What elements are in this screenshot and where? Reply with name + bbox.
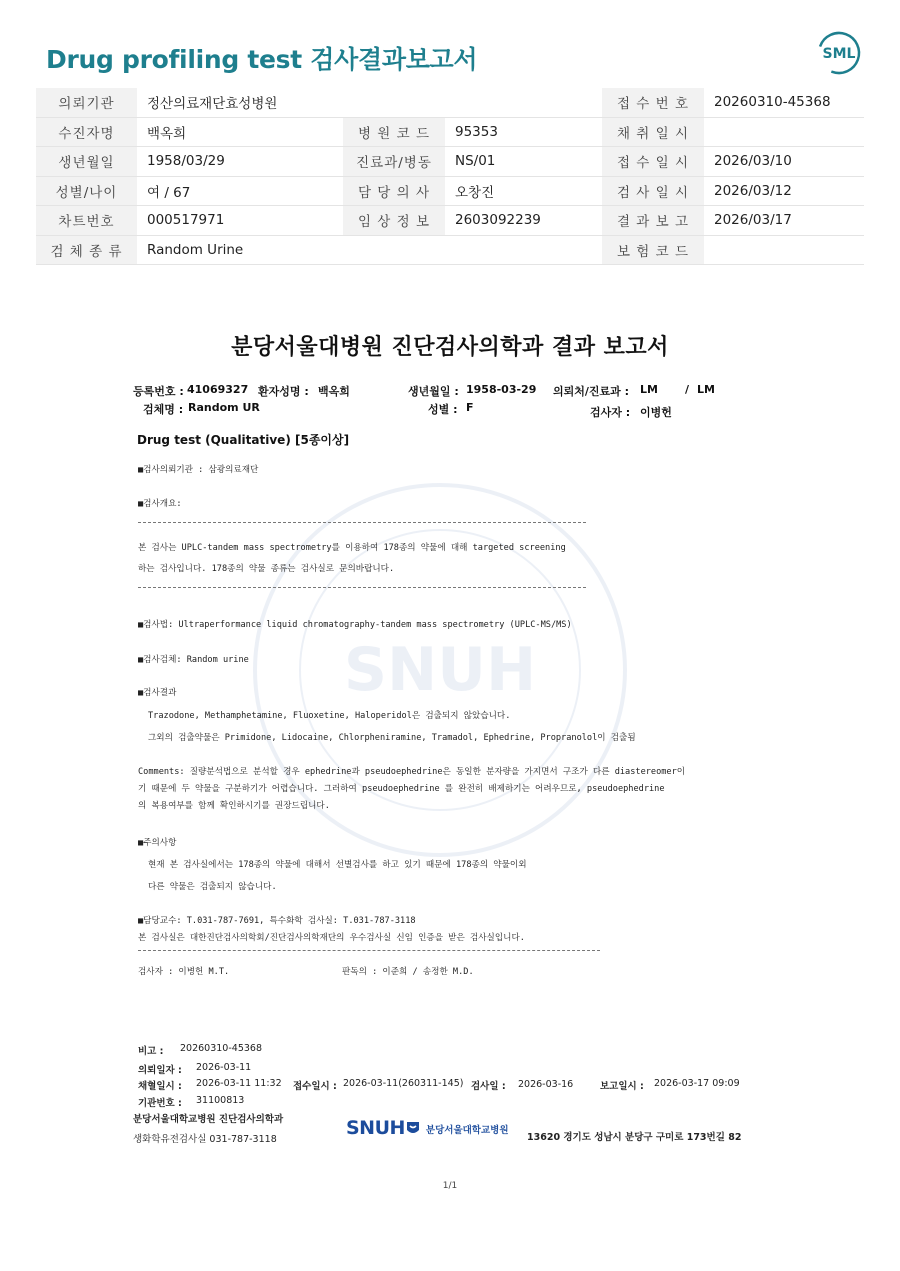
report-date: 2026-03-17 09:09 (654, 1078, 740, 1089)
report-line: ■검사의뢰기관 : 삼광의료재단 (138, 465, 259, 475)
info-label: 의뢰기관 (36, 88, 137, 117)
snuh-logo: SNUH 분당서울대학교병원 (346, 1117, 509, 1139)
dob-label: 생년월일 : (408, 385, 459, 398)
info-label: 성별/나이 (36, 176, 137, 206)
patient-name: 백옥희 (318, 385, 350, 398)
svg-text:SML: SML (822, 46, 856, 62)
info-label: 수진자명 (36, 117, 137, 147)
info-label: 접 수 일 시 (602, 147, 704, 177)
report-line: 그외의 검출약물은 Primidone, Lidocaine, Chlorpheniramine, Tramadol, Ephedrine, Propranolol이 검출됨 (148, 733, 636, 743)
report-line: ■검사결과 (138, 688, 177, 698)
report-line: 현재 본 검사실에서는 178종의 약물에 대해서 선별검사를 하고 있기 때문에 178종의 약물이외 (148, 860, 527, 870)
dept-label: 의뢰처/진료과 : (553, 385, 630, 398)
report-line: 판독의 : 이준희 / 송정한 M.D. (342, 967, 474, 977)
info-label: 결 과 보 고 (602, 206, 704, 236)
info-label: 담 당 의 사 (343, 176, 445, 206)
specimen: Random UR (188, 401, 260, 414)
report-line: 검사자 : 이병헌 M.T. (138, 967, 230, 977)
svg-text:SNUH: SNUH (343, 635, 537, 705)
info-label: 검 사 일 시 (602, 176, 704, 206)
examiner: 이병헌 (640, 406, 672, 419)
remark: 20260310-45368 (180, 1043, 263, 1054)
info-label: 병 원 코 드 (343, 117, 445, 147)
address: 13620 경기도 성남시 분당구 구미로 173번길 82 (527, 1132, 742, 1143)
dob: 1958-03-29 (466, 383, 537, 396)
page-header-title: Drug profiling test 검사결과보고서 (46, 45, 478, 74)
report-line: 기 때문에 두 약물을 구분하기가 어렵습니다. 그러하여 pseudoephedrine 를 완전히 배제하기는 어려우므로, pseudoephedrine (138, 784, 665, 794)
dept2: LM (697, 383, 715, 396)
test-name: Drug test (Qualitative) [5종이상] (137, 433, 350, 447)
divider (138, 587, 586, 588)
reg-no: 41069327 (187, 383, 249, 396)
collection: 2026-03-11 11:32 (196, 1078, 282, 1089)
info-value: 2026/03/10 (704, 147, 864, 177)
info-value: 정산의료재단효성병원 (137, 88, 343, 117)
req-date: 2026-03-11 (196, 1062, 252, 1073)
report-line: Trazodone, Methamphetamine, Fluoxetine, Haloperidol은 검출되지 않았습니다. (148, 711, 511, 721)
specimen-label: 검체명 : (143, 403, 184, 416)
info-value: 2603092239 (445, 206, 602, 236)
examiner-label: 검사자 : (590, 406, 631, 419)
sex: F (466, 401, 474, 414)
info-label: 임 상 정 보 (343, 206, 445, 236)
info-value: NS/01 (445, 147, 602, 177)
dept-sep: / (685, 383, 690, 396)
info-value: 오창진 (445, 176, 602, 206)
info-value: 2026/03/17 (704, 206, 864, 236)
report-line: ■검사개요: (138, 499, 182, 509)
dept: LM (640, 383, 658, 396)
lab-phone: 생화학유전검사실 031-787-3118 (133, 1134, 277, 1145)
patient-label: 환자성명 : (258, 385, 309, 398)
info-label: 보 험 코 드 (602, 235, 704, 265)
info-value: Random Urine (137, 235, 343, 265)
snuh-emblem-icon (406, 1120, 420, 1136)
page-number: 1/1 (442, 1181, 458, 1191)
report-line: ■검사법: Ultraperformance liquid chromatography-tandem mass spectrometry (UPLC-MS/MS) (138, 620, 572, 630)
info-label: 채 취 일 시 (602, 117, 704, 147)
req-date-label: 의뢰일자 : (138, 1065, 182, 1076)
report-title: 분당서울대병원 진단검사의학과 결과 보고서 (231, 335, 669, 360)
remark-label: 비고 : (138, 1046, 164, 1057)
test-date-label: 검사일 : (471, 1081, 506, 1092)
report-line: 의 복용여부를 함께 확인하시기를 권장드립니다. (138, 801, 330, 811)
report-line: ■주의사항 (138, 838, 177, 848)
collection-label: 채혈일시 : (138, 1081, 182, 1092)
inst: 31100813 (196, 1095, 245, 1106)
info-value: 20260310-45368 (704, 88, 864, 117)
info-label: 차트번호 (36, 206, 137, 236)
info-value: 000517971 (137, 206, 343, 236)
test-date: 2026-03-16 (518, 1079, 574, 1090)
report-line: Comments: 질량분석법으로 분석할 경우 ephedrine과 pseudoephedrine은 동일한 분자량을 가지면서 구조가 다른 diastereomer이 (138, 767, 686, 777)
report-line: ■검사검체: Random urine (138, 655, 249, 665)
report-date-label: 보고일시 : (600, 1081, 644, 1092)
info-label: 접 수 번 호 (602, 88, 704, 117)
info-label: 검 체 종 류 (36, 235, 137, 265)
report-line: ■담당교수: T.031-787-7691, 특수화학 검사실: T.031-787-3118 (138, 916, 416, 926)
inst-label: 기관번호 : (138, 1098, 182, 1109)
hospital-name: 분당서울대학교병원 진단검사의학과 (133, 1114, 284, 1125)
report-line: 하는 검사입니다. 178종의 약물 종류는 검사실로 문의바랍니다. (138, 564, 395, 574)
info-label: 생년월일 (36, 147, 137, 177)
info-label: 진료과/병동 (343, 147, 445, 177)
reg-no-label: 등록번호 : (133, 385, 184, 398)
info-value: 여 / 67 (137, 176, 343, 206)
info-value: 1958/03/29 (137, 147, 343, 177)
report-line: 본 검사실은 대한진단검사의학회/진단검사의학재단의 우수검사실 신임 인증을 받은 검사실입니다. (138, 933, 525, 943)
info-value: 백옥희 (137, 117, 343, 147)
received-label: 접수일시 : (293, 1081, 337, 1092)
divider (138, 950, 600, 951)
info-value: 95353 (445, 117, 602, 147)
sex-label: 성별 : (428, 403, 458, 416)
received: 2026-03-11(260311-145) (343, 1078, 464, 1089)
report-line: 다른 약물은 검출되지 않습니다. (148, 882, 277, 892)
info-value: 2026/03/12 (704, 176, 864, 206)
report-line: 본 검사는 UPLC-tandem mass spectrometry를 이용하여 178종의 약물에 대해 targeted screening (138, 543, 566, 553)
divider (138, 522, 586, 523)
